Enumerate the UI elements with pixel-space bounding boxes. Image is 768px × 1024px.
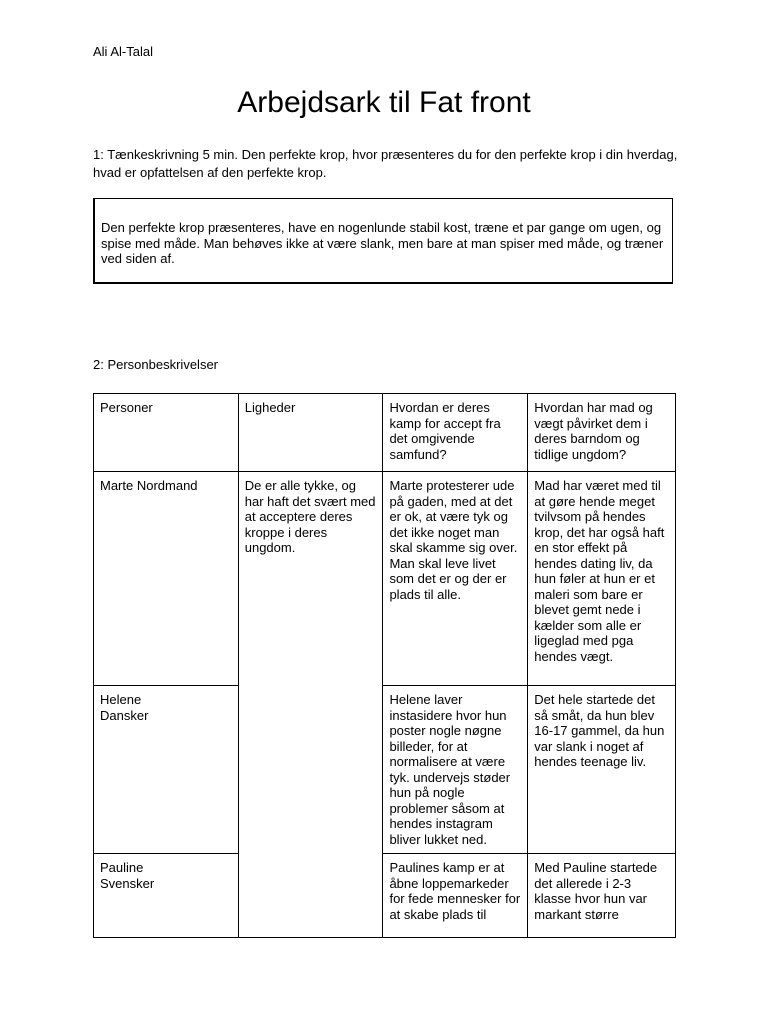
person-last-name: Svensker bbox=[100, 875, 155, 891]
person-name: Marte Nordmand bbox=[94, 472, 239, 686]
similarities-cell: De er alle tykke, og har haft det svært med at acceptere deres kroppe i deres ungdom. bbox=[238, 472, 383, 938]
header-mad-vaegt: Hvordan har mad og vægt påvirket dem i deres barndom og tidlige ungdom? bbox=[528, 394, 676, 472]
person-last-name: Dansker bbox=[100, 707, 149, 723]
question-1: 1: Tænkeskrivning 5 min. Den perfekte krop, hvor præsenteres du for den perfekte krop i din hverdag, hvad er opfattelsen af den perfekte krop. bbox=[93, 147, 678, 180]
person-table bbox=[93, 393, 676, 938]
answer-1-text: Den perfekte krop præsenteres, have en nogenlunde stabil kost, træne et par gange om ugen, og spise med måde. Man behøves ikke at være slank, men bare at man spiser med måde, og træner ved siden af. bbox=[101, 220, 664, 266]
struggle-cell: Paulines kamp er at åbne loppemarkeder for fede mennesker for at skabe plads til bbox=[383, 854, 528, 938]
header-ligheder: Ligheder bbox=[238, 394, 383, 472]
table-row bbox=[94, 686, 676, 854]
person-first-name: Pauline bbox=[100, 860, 144, 875]
author-name: Ali Al-Talal bbox=[93, 44, 153, 59]
question-2: 2: Personbeskrivelser bbox=[93, 357, 218, 372]
table-row bbox=[94, 854, 676, 938]
header-personer: Personer bbox=[94, 394, 239, 472]
struggle-cell: Helene laver instasidere hvor hun poster nogle nøgne billeder, for at normalisere at være tyk. undervejs støder hun på nogle problemer såsom at hendes instagram bliver lukket ned. bbox=[383, 686, 528, 854]
food-cell: Det hele startede det så småt, da hun blev 16-17 gammel, da hun var slank i noget af hendes teenage liv. bbox=[528, 686, 676, 854]
table-header-row bbox=[94, 394, 676, 472]
person-first-name: Helene bbox=[100, 692, 142, 707]
food-cell: Med Pauline startede det allerede i 2-3 klasse hvor hun var markant større bbox=[528, 854, 676, 938]
table-row bbox=[94, 472, 676, 686]
header-kamp: Hvordan er deres kamp for accept fra det omgivende samfund? bbox=[383, 394, 528, 472]
answer-box-1 bbox=[93, 198, 673, 284]
page-title: Arbejdsark til Fat front bbox=[237, 86, 531, 119]
food-cell: Mad har været med til at gøre hende meget tvilvsom på hendes krop, det har også haft en stor effekt på hendes dating liv, da hun føler at hun er et maleri som bare er blevet gemt nede i kælder som alle er ligeglad med pga hendes vægt. bbox=[528, 472, 676, 686]
person-name bbox=[94, 686, 239, 854]
struggle-cell: Marte protesterer ude på gaden, med at det er ok, at være tyk og det ikke noget man skal skamme sig over. Man skal leve livet som det er og der er plads til alle. bbox=[383, 472, 528, 686]
person-name bbox=[94, 854, 239, 938]
